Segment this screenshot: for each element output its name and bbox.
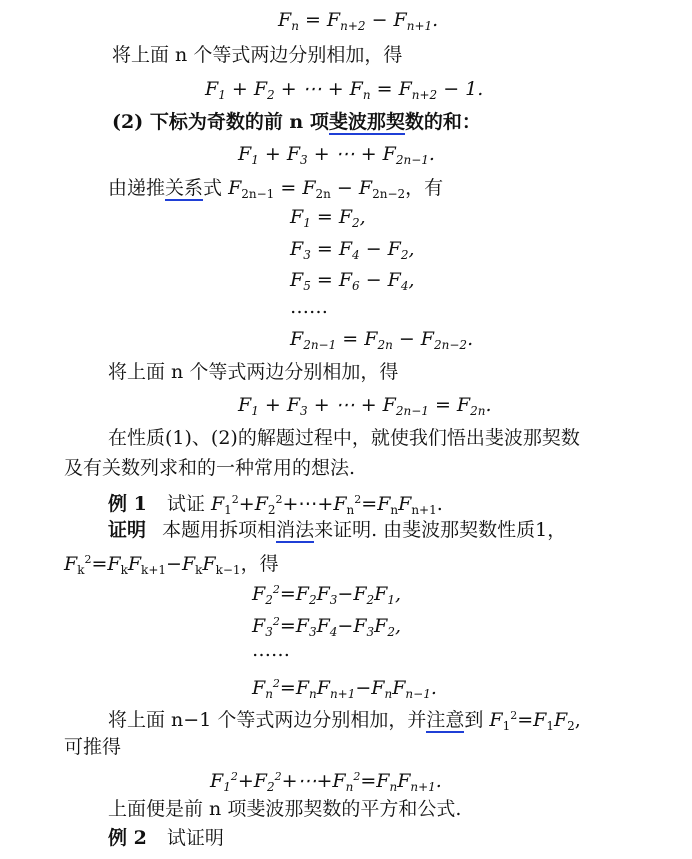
formula-odd-sum: $F_1 + F_3$ + ⋯ + $F_{2n-1}$. [238,143,435,167]
formula-line: $F_5 = F_6 - F_4$, [290,269,415,293]
ellipsis-line: …… [252,639,290,661]
text-prefix: 将上面 n−1 个等式两边分别相加，并 [108,709,427,731]
text-suffix: 到 $F_1^2=F_1F_2$, [464,709,581,733]
proof-line [108,518,566,542]
formula-line: $F_k^2=F_kF_{k+1}-F_kF_{k-1}$，得 [64,553,279,577]
example-statement: 试证 $F_1^2+F_2^2+\cdots+F_n^2=F_nF_{n+1}$. [166,493,443,517]
example-1 [108,488,443,522]
example-label: 例 1 [108,493,147,515]
proof-label: 证明 [108,519,147,541]
text-prefix: 由递推 [108,177,166,199]
underlined-term: 注意 [426,709,465,731]
formula-line: $F_3 = F_4 - F_2$, [290,238,415,262]
example-label: 例 2 [108,827,147,849]
formula-line: $F_n^2=F_nF_{n+1}-F_nF_{n-1}$. [252,677,437,701]
text-line [108,704,581,738]
formula-line: $F_1 = F_2$, [290,206,366,230]
formula-line: $F_{2n-1} = F_{2n} - F_{2n-2}$. [290,328,474,352]
underlined-term: 斐波那契 [328,111,405,133]
text-line: 在性质(1)、(2)的解题过程中，就使我们悟出斐波那契数 [108,427,580,449]
ellipsis-line: …… [290,296,328,318]
proof-prefix: 本题用拆项相 [162,519,277,541]
section-heading [112,110,481,134]
formula-sum-fn: $F_1 + F_2$ + ⋯ + $F_n = F_{n+2} - 1$. [205,78,484,102]
formula-fn-recurrence: $F_n = F_{n+2} - F_{n+1}$. [278,9,439,33]
proof-suffix: 来证明. 由斐波那契数性质1， [314,519,567,541]
underlined-term: 消法 [276,519,315,541]
example-2 [108,826,224,850]
text-line: 可推得 [64,736,122,758]
formula-line: $F_3^2=F_3F_4-F_3F_2$, [252,615,402,639]
text-line: 将上面 n 个等式两边分别相加，得 [108,361,399,383]
underlined-term: 关系 [165,177,204,199]
formula-square-sum: $F_1^2+F_2^2+\cdots+F_n^2=F_nF_{n+1}$. [210,770,442,794]
text-suffix: 式 $F_{2n-1} = F_{2n} - F_{2n-2}$，有 [203,177,444,201]
formula-odd-sum-result: $F_1 + F_3$ + ⋯ + $F_{2n-1} = F_{2n}$. [238,394,492,418]
formula-line: $F_2^2=F_2F_3-F_2F_1$, [252,583,402,607]
text-line: 将上面 n 个等式两边分别相加，得 [112,44,403,66]
heading-suffix: 数的和： [404,111,481,133]
text-line [108,176,443,206]
text-line: 及有关数列求和的一种常用的想法. [64,457,356,479]
example-statement: 试证明 [166,827,224,849]
heading-prefix: (2) 下标为奇数的前 n 项 [112,111,329,133]
text-line: 上面便是前 n 项斐波那契数的平方和公式. [108,798,462,820]
